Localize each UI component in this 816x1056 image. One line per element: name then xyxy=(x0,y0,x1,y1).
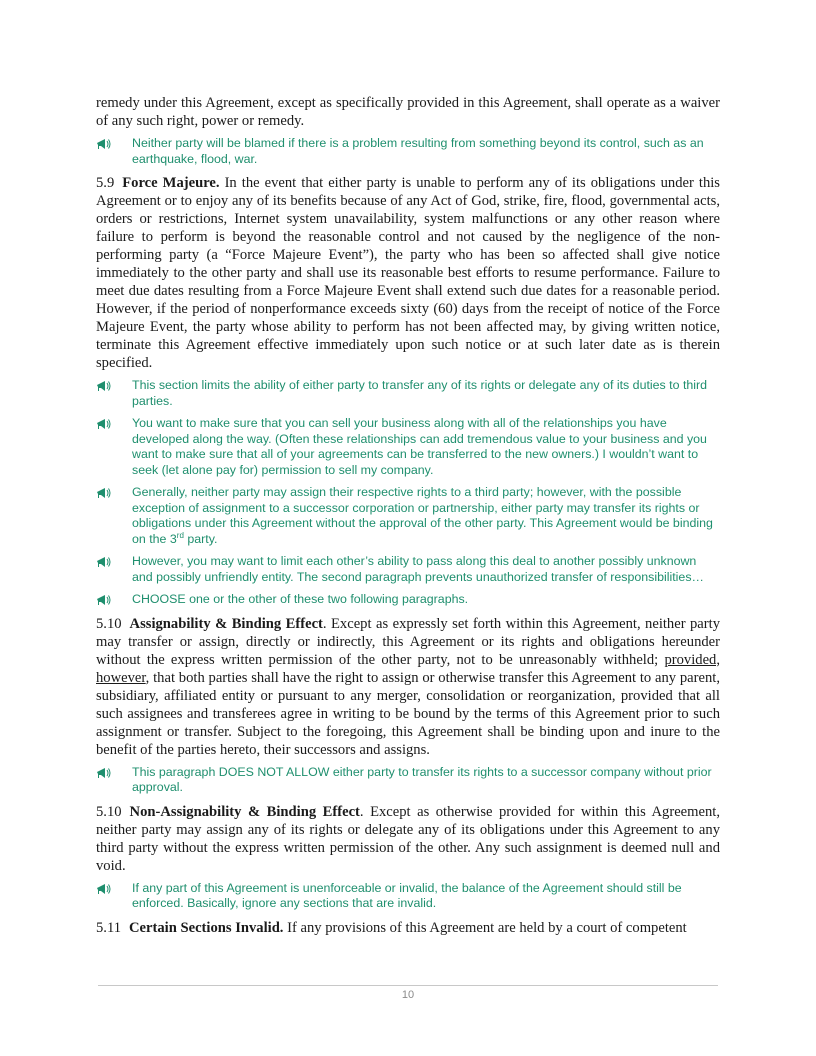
annotation-note xyxy=(96,416,720,478)
megaphone-icon xyxy=(96,136,132,150)
annotation-note xyxy=(96,881,720,912)
section-body: , that both parties shall have the right to assign or otherwise transfer this Agreement to any parent, subsidiary, affiliated entity or pursuant to any merger, consolidation or reorganization, provided that all such assignees and transferees agree in writing to be bound by the terms of this Agreement prior to such assignment or transfer. Subject to the foregoing, this Agreement shall be binding upon and inure to the benefit of the parties hereto, their successors and assigns. xyxy=(96,669,720,758)
section-5-10-non-assignability xyxy=(96,803,720,875)
note-text: CHOOSE one or the other of these two following paragraphs. xyxy=(132,592,469,606)
section-number: 5.10 xyxy=(96,803,122,820)
section-number: 5.11 xyxy=(96,919,121,936)
annotation-note xyxy=(96,136,720,167)
annotation-note xyxy=(96,765,720,796)
section-number: 5.10 xyxy=(96,615,122,632)
megaphone-icon xyxy=(96,592,132,606)
section-body: . Except as otherwise provided for within this Agreement, neither party may assign any of its rights or delegate any of its obligations under this Agreement to any third party without the express written permission of the other. Any such assignment is deemed null and void. xyxy=(96,803,720,874)
megaphone-icon xyxy=(96,881,132,895)
section-title: Certain Sections Invalid. xyxy=(129,919,284,936)
page-number: 10 xyxy=(401,989,415,1001)
note-text-part: Generally, neither party may assign their respective rights to a third party; however, with the possible exception of assignment to a successor corporation or partnership, either party may transfer its rights or obligations under this Agreement without the approval of the other party. This Agreement would be binding on the 3 xyxy=(132,485,713,546)
section-number: 5.9 xyxy=(96,175,115,191)
section-5-11-certain-sections-invalid xyxy=(96,919,720,937)
footer-divider xyxy=(98,985,718,986)
megaphone-icon xyxy=(96,485,132,499)
section-body: In the event that either party is unable to perform any of its obligations under this Agreement or to enjoy any of its benefits because of any Act of God, strike, fire, flood, governmental acts, orders or restrictions, Internet system unavailability, system malfunctions or any other reason where failure to perform is beyond the reasonable control and not caused by the negligence of the non-performing party (a “Force Majeure Event”), the party who has been so affected shall give notice immediately to the other party and shall use its reasonable best efforts to resume performance. Failure to meet due dates resulting from a Force Majeure Event shall extend such due dates for a reasonable period. However, if the period of nonperformance exceeds sixty (60) days from the receipt of notice of the Force Majeure Event, the party whose ability to perform has not been affected may, by giving written notice, terminate this Agreement effective immediately upon such notice or at such later date as is therein specified. xyxy=(96,175,720,371)
annotation-note xyxy=(96,378,720,409)
section-title: Non-Assignability & Binding Effect xyxy=(129,803,360,820)
annotation-note xyxy=(96,554,720,585)
note-text: This paragraph DOES NOT ALLOW either party to transfer its rights to a successor company without prior approval. xyxy=(132,764,712,794)
section-5-9-force-majeure xyxy=(96,174,720,372)
paragraph-waiver-continuation: remedy under this Agreement, except as specifically provided in this Agreement, shall operate as a waiver of any such right, power or remedy. xyxy=(96,95,720,129)
note-text: However, you may want to limit each other’s ability to pass along this deal to another possibly unknown and possibly unfriendly entity. The second paragraph prevents unauthorized transfer of responsibilities… xyxy=(132,554,704,584)
annotation-note xyxy=(96,592,720,608)
note-text: Neither party will be blamed if there is a problem resulting from something beyond its control, such as an earthquake, flood, war. xyxy=(132,136,704,166)
note-text: This section limits the ability of either party to transfer any of its rights or delegate any of its duties to third parties. xyxy=(132,378,708,408)
megaphone-icon xyxy=(96,416,132,430)
megaphone-icon xyxy=(96,554,132,568)
section-title: Force Majeure. xyxy=(122,175,220,191)
section-5-10-assignability xyxy=(96,615,720,759)
megaphone-icon xyxy=(96,378,132,392)
underlined-term: provided, however xyxy=(96,651,720,686)
note-text: If any part of this Agreement is unenforceable or invalid, the balance of the Agreement should still be enforced. Basically, ignore any sections that are invalid. xyxy=(132,880,682,910)
annotation-note xyxy=(96,485,720,547)
section-body: . Except as expressly set forth within this Agreement, neither party may transfer or assign, directly or indirectly, this Agreement or its rights and obligations hereunder without the express written permission of the other party, not to be unreasonably withheld; xyxy=(96,615,720,668)
note-text: You want to make sure that you can sell your business along with all of the relationships you have developed along the way. (Often these relationships can add tremendous value to your business and you want to make sure that all of your agreements can be transferred to the new owners.) I wouldn’t want to seek (let alone pay for) permission to sell my company. xyxy=(132,416,707,477)
section-title: Assignability & Binding Effect xyxy=(129,615,323,632)
note-text-part: party. xyxy=(183,531,218,546)
note-text xyxy=(132,485,720,547)
section-body: If any provisions of this Agreement are held by a court of competent xyxy=(283,919,687,936)
document-page xyxy=(96,94,720,943)
megaphone-icon xyxy=(96,765,132,779)
ordinal-suffix: rd xyxy=(176,530,184,540)
